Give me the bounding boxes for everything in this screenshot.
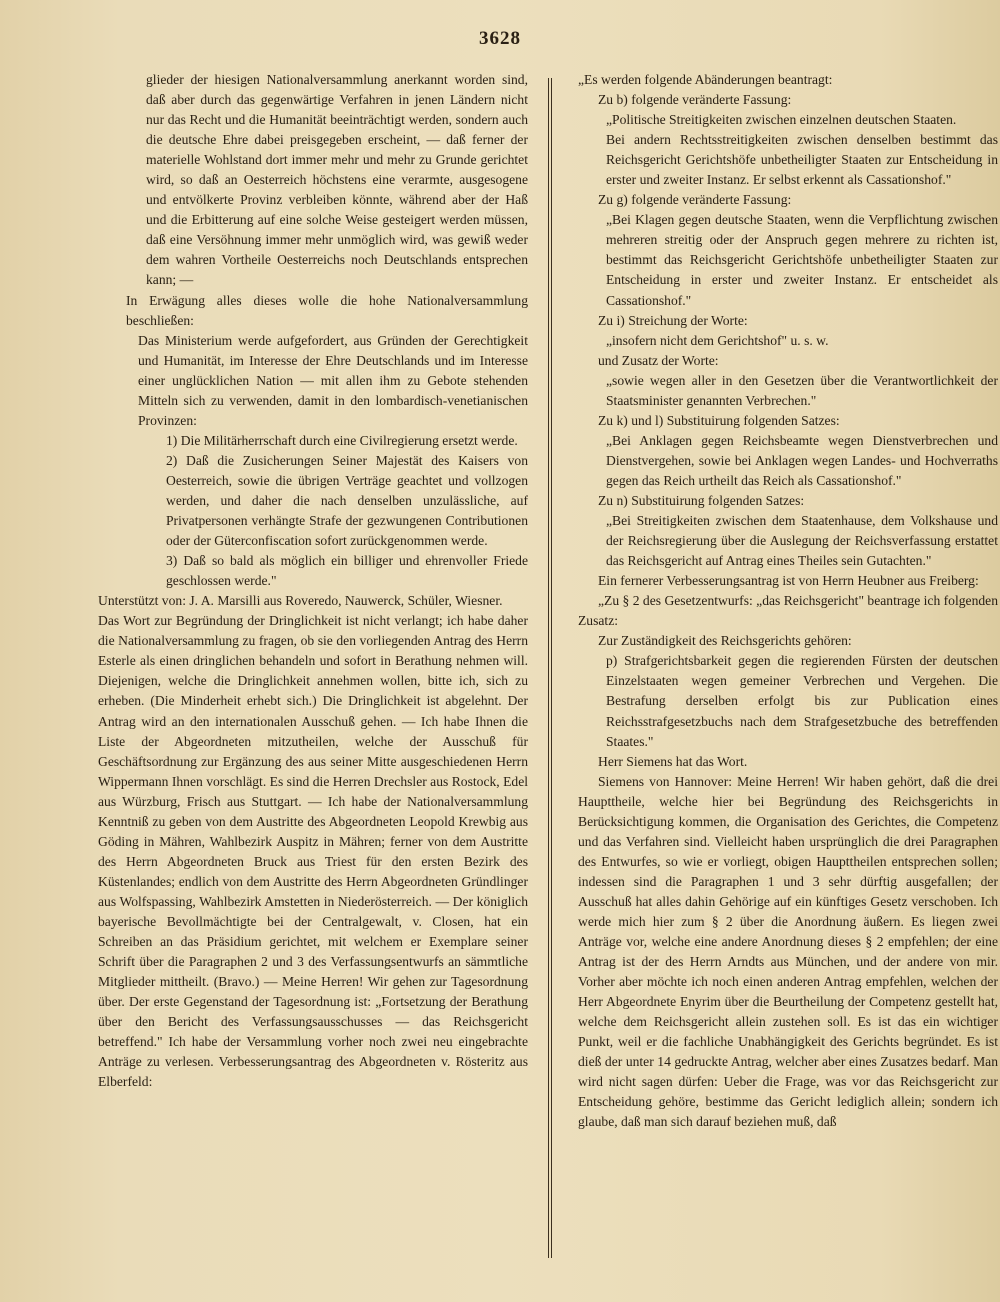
paragraph: Ein fernerer Verbesserungsantrag ist von Herrn Heubner aus Freiberg: [598, 573, 979, 589]
paragraph: Bei andern Rechtsstreitigkeiten zwischen denselben bestimmt das Reichsgericht Gerichtshöfe unbetheiligter Staaten zur Entscheidung in erster und zweiter Instanz. Er selbst erkennt als Cassationshof." [606, 132, 998, 188]
paragraph: In Erwägung alles dieses wolle die hohe Nationalversammlung beschließen: [126, 292, 528, 328]
paragraph: 2) Daß die Zusicherungen Seiner Majestät des Kaisers von Oesterreich, sowie die übrigen Verträge geachtet und vollzogen werden, und daher die nach denselben unzulässliche, auf Privatpersonen verhängte Strafe der gezwungenen Contributionen oder der Güterconfiscation sofort zurückgenommen werde. [166, 452, 528, 549]
paragraph: „Zu § 2 des Gesetzentwurfs: „das Reichsgericht" beantrage ich folgenden Zusatz: [578, 593, 998, 629]
paragraph: Das Wort zur Begründung der Dringlichkeit ist nicht verlangt; ich habe daher die Nationalversammlung zu fragen, ob sie den vorliegenden Antrag des Herrn Esterle als einen dringlichen behandeln und sofort in Berathung nehmen will. Diejenigen, welche die Dringlichkeit annehmen wollen, bitte ich, sich zu erheben. (Die Minderheit erhebt sich.) Die Dringlichkeit ist abgelehnt. Der Antrag wird an den internationalen Ausschuß gehen. — Ich habe Ihnen die Liste der Abgeordneten mitzutheilen, welche der Ausschuß für Geschäftsordnung zur Ergänzung des aus seiner Mitte ausgeschiedenen Herrn Wippermann Ihnen vorschlägt. Es sind die Herren Drechsler aus Rostock, Edel aus Würzburg, Frisch aus Stuttgart. — Ich habe der Nationalversammlung Kenntniß zu geben von dem Austritte des Abgeordneten Leopold Krewbig aus Göding in Mähren, Wahlbezirk Auspitz in Mähren; ferner von dem Austritte des Herrn Abgeordneten Bruck aus Triest für den ersten Bezirk des Küstenlandes; endlich von dem Austritte des Herrn Abgeordneten Gründlinger aus Wolfspassing, Wahlbezirk Amstetten in Niederösterreich. — Der königlich bayerische Bevollmächtigte bei der Centralgewalt, v. Closen, hat ein Schreiben an das Präsidium gerichtet, mit welchem er Exemplare seiner Schrift über die Paragraphen 2 und 3 des Verfassungsentwurfs an sämmtliche Mitglieder mittheilt. (Bravo.) — Meine Herren! Wir gehen zur Tagesordnung über. Der erste Gegenstand der Tagesordnung ist: „Fortsetzung der Berathung über den Bericht des Verfassungsausschusses — das Reichsgericht betreffend." Ich habe der Versammlung vorher noch zwei neu eingebrachte Anträge zu verlesen. Verbesserungsantrag des Abgeordneten v. Rösteritz aus Elberfeld: [98, 613, 528, 1090]
column-rule [548, 78, 552, 1258]
paragraph: Das Ministerium werde aufgefordert, aus Gründen der Gerechtigkeit und Humanität, im Interesse der Ehre Deutschlands und im Interesse einer unglücklichen Nation — mit allen ihm zu Gebote stehenden Mitteln sich zu verwenden, damit in den lombardisch-venetianischen Provinzen: [138, 332, 528, 428]
paragraph: Zu k) und l) Substituirung folgenden Satzes: [598, 412, 840, 428]
paragraph: „Es werden folgende Abänderungen beantragt: [578, 72, 833, 87]
paragraph: „Politische Streitigkeiten zwischen einzelnen deutschen Staaten. [606, 112, 957, 128]
paragraph: Zu n) Substituirung folgenden Satzes: [598, 492, 805, 508]
right-column [578, 70, 998, 1285]
paragraph: glieder der hiesigen Nationalversammlung anerkannt worden sind, daß aber durch das gegenwärtige Verfahren in jenen Ländern nicht nur das Recht und die Humanität beeinträchtigt werden, sondern auch die deutsche Ehre dabei preisgegeben erscheint, — daß ferner der materielle Wohlstand dort immer mehr und mehr zu Grunde gerichtet wird, so daß an Oesterreich höchstens eine verarmte, ausgesogene und entvölkerte Provinz verbleiben könnte, während aber der Haß und die Erbitterung auf eine solche Weise gesteigert werden müssen, daß eine Versöhnung immer mehr unmöglich wird, was gewiß weder dem wahren Vortheile Oesterreichs noch Deutschlands entsprechen kann; — [146, 72, 528, 288]
paragraph: 3) Daß so bald als möglich ein billiger und ehrenvoller Friede geschlossen werde." [166, 553, 528, 589]
paragraph: „Bei Anklagen gegen Reichsbeamte wegen Dienstverbrechen und Dienstvergehen, sowie bei Anklagen wegen Landes- und Hochverraths gegen das Reich urtheilt das Reich als Cassationshof." [606, 432, 998, 488]
paragraph: „sowie wegen aller in den Gesetzen über die Verantwortlichkeit der Staatsminister genannten Verbrechen." [606, 372, 998, 408]
paragraph: Zu i) Streichung der Worte: [598, 312, 748, 328]
page-number: 3628 [479, 28, 521, 49]
paragraph: und Zusatz der Worte: [598, 352, 719, 368]
paragraph: Zu b) folgende veränderte Fassung: [598, 92, 792, 108]
left-column [98, 70, 528, 1285]
paragraph: 1) Die Militärherrschaft durch eine Civilregierung ersetzt werde. [166, 432, 518, 448]
paragraph: Siemens von Hannover: Meine Herren! Wir haben gehört, daß die drei Haupttheile, welche hier bei Begründung des Reichsgerichts in Berücksichtigung kommen, die Organisation des Gerichtes, die Competenz und das Verfahren sind. Vielleicht haben ursprünglich die drei Paragraphen des Entwurfes, so wie er vorliegt, obigen Haupttheilen entsprechen sollen; indessen sind die Paragraphen 1 und 3 sehr dürftig ausgefallen; der Ausschuß hat alles dahin Gehörige auf ein künftiges Gesetz verschoben. Ich werde mich hier zum § 2 über die Anordnung äußern. Es liegen zwei Anträge vor, welche eine andere Anordnung dieses § 2 empfehlen; der eine Antrag ist der des Herrn Arndts aus München, und der andere von mir. Vorher aber möchte ich noch einen anderen Antrag empfehlen, welchen der Herr Abgeordnete Enyrim über die Beurtheilung der Competenz gestellt hat, welche dem Reichsgericht allein zustehen soll. Es ist das ein wichtiger Punkt, weil er die fachliche Unabhängigkeit des Gerichts begründet. Es ist dieß der unter 14 gedruckte Antrag, welcher aber eines Zusatzes bedarf. Man wird nicht sagen dürfen: Ueber die Frage, was vor das Reichsgericht zur Entscheidung gehöre, bestimme das Gericht lediglich allein; sondern ich glaube, daß man sich darauf beziehen muß, daß [578, 773, 998, 1130]
paragraph: Zu g) folgende veränderte Fassung: [598, 192, 792, 208]
paragraph: „Bei Streitigkeiten zwischen dem Staatenhause, dem Volkshause und der Reichsregierung über die Auslegung der Reichsverfassung erstattet das Reichsgericht auf Antrag eines Theiles sein Gutachten." [606, 513, 998, 569]
paragraph: Herr Siemens hat das Wort. [598, 753, 748, 769]
paragraph: „Bei Klagen gegen deutsche Staaten, wenn die Verpflichtung zwischen mehreren streitig oder der Anspruch gegen mehrere zu richten ist, bestimmt das Reichsgericht Gerichtshöfe unbetheiligter Staaten zur Entscheidung in erster und zweiter Instanz. Er entscheidet als Cassationshof." [606, 212, 998, 308]
paragraph: Unterstützt von: J. A. Marsilli aus Roveredo, Nauwerck, Schüler, Wiesner. [98, 593, 503, 609]
paragraph: Zur Zuständigkeit des Reichsgerichts gehören: [598, 633, 852, 649]
paragraph: „insofern nicht dem Gerichtshof" u. s. w. [606, 332, 829, 348]
paragraph: p) Strafgerichtsbarkeit gegen die regierenden Fürsten der deutschen Einzelstaaten wegen gemeiner Verbrechen und Vergehen. Die Bestrafung derselben erfolgt bis zur Publication eines Reichsstrafgesetzbuchs nach dem Strafgesetzbuche des betreffenden Staates." [606, 653, 998, 749]
